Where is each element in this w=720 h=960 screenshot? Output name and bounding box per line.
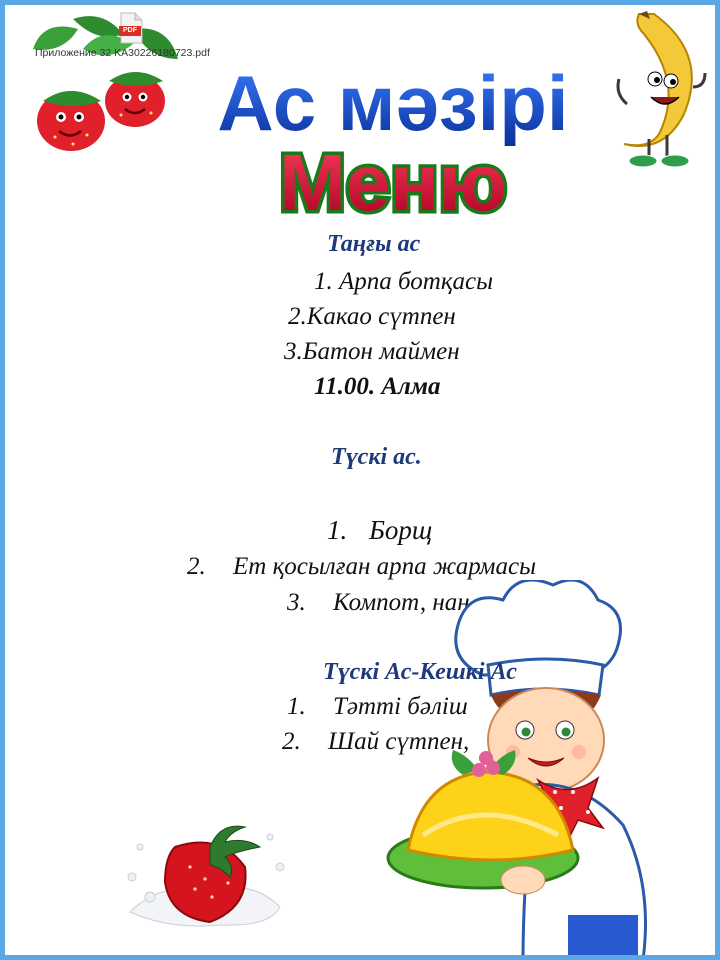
afternoon-item xyxy=(282,728,469,756)
menu-title xyxy=(183,55,603,230)
lunch-item-number: 2. xyxy=(187,553,206,580)
breakfast-item: 2.Какао сүтпен xyxy=(288,303,456,330)
chef-boy-icon xyxy=(383,580,668,960)
pdf-badge: PDF xyxy=(123,27,137,34)
lunch-item-number: 3. xyxy=(287,589,306,616)
breakfast-item: 3.Батон маймен xyxy=(284,338,460,365)
lunch-item-number: 1. xyxy=(327,515,348,545)
pdf-file-name[interactable]: Приложение 32 KA30226180723.pdf xyxy=(35,47,210,59)
lunch-item-text: Компот, нан xyxy=(333,589,470,616)
breakfast-item: 1. Арпа ботқасы xyxy=(314,268,494,295)
strawberry-splash-icon xyxy=(120,817,295,932)
lunch-item xyxy=(327,515,432,546)
afternoon-heading: Түскі Ас-Кешкі Ас xyxy=(323,659,517,685)
strawberry-cluster-icon xyxy=(13,9,188,159)
title-line-2: Меню xyxy=(279,138,507,227)
afternoon-item-number: 2. xyxy=(282,728,301,755)
title-line-1: Ас мәзірі xyxy=(217,59,569,147)
pdf-file-icon[interactable] xyxy=(117,12,145,44)
afternoon-item-text: Тәтті бәліш xyxy=(333,693,468,720)
afternoon-item xyxy=(287,693,468,721)
snack-line: 11.00. Алма xyxy=(314,373,441,400)
afternoon-item-text: Шай сүтпен, xyxy=(328,728,470,755)
lunch-item xyxy=(187,553,536,581)
afternoon-item-number: 1. xyxy=(287,693,306,720)
banana-character-icon xyxy=(609,9,709,171)
lunch-item-text: Ет қосылған арпа жармасы xyxy=(233,553,537,580)
lunch-item-text: Борщ xyxy=(369,515,433,545)
breakfast-heading: Таңғы ас xyxy=(327,231,421,257)
lunch-heading: Түскі ас. xyxy=(331,444,422,470)
